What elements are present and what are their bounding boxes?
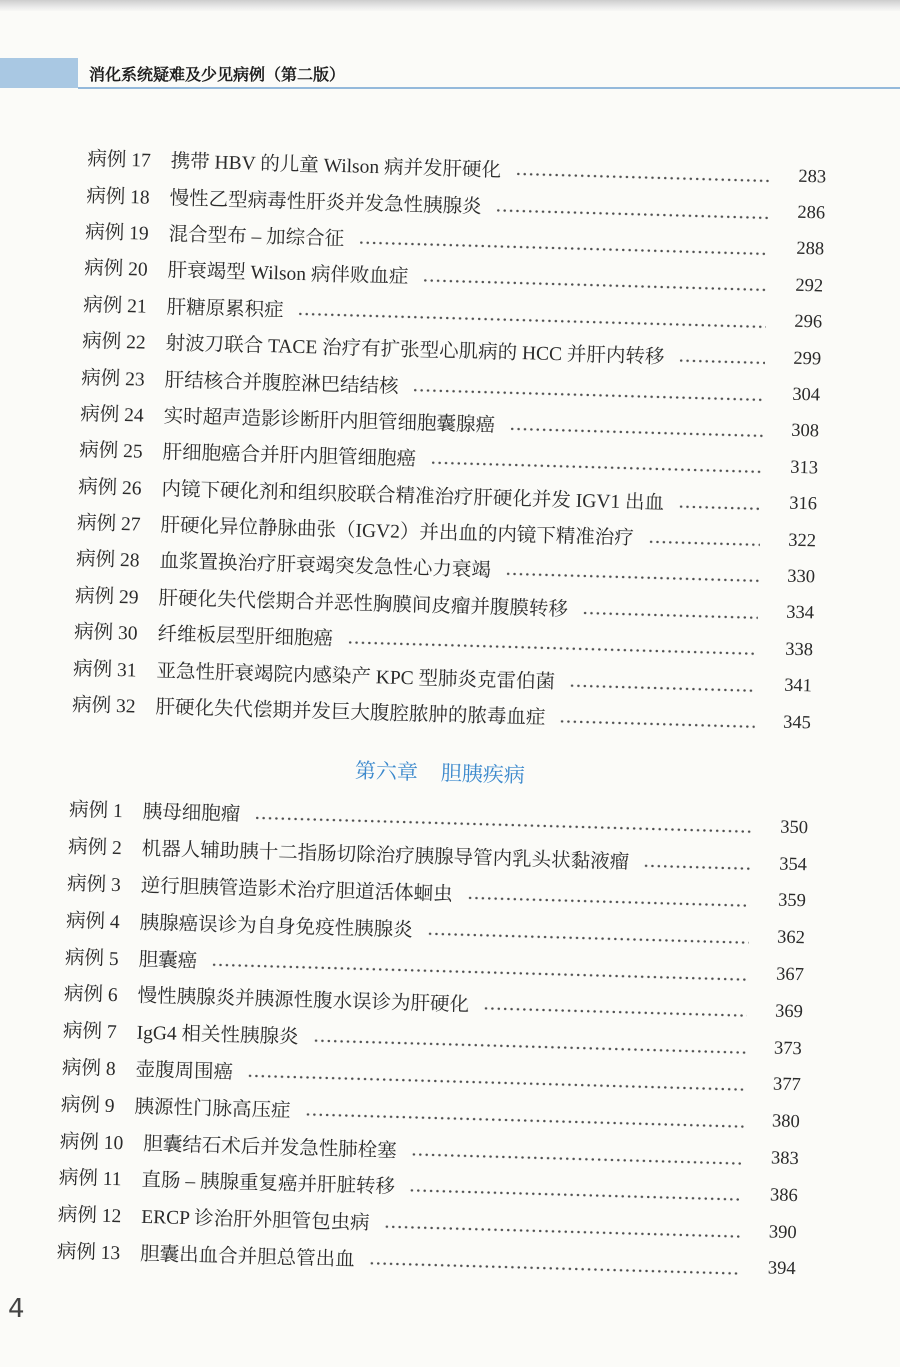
page-number: 316: [789, 493, 818, 515]
case-title: 肝硬化异位静脉曲张（IGV2）并出血的内镜下精准治疗: [160, 515, 635, 550]
page-number: 373: [773, 1038, 803, 1059]
dot-leader: [347, 641, 757, 656]
dot-leader: [426, 931, 748, 944]
case-title: 胰腺癌误诊为自身免疫性胰腺炎: [139, 912, 413, 942]
dot-leader: [422, 279, 767, 293]
case-title: 慢性乙型病毒性肝炎并发急性胰腺炎: [169, 187, 482, 218]
case-label: 病例 29: [74, 585, 139, 609]
page-number: 380: [771, 1111, 801, 1133]
case-label: 病例 20: [84, 258, 148, 282]
page-number: 369: [774, 1001, 804, 1023]
page-number: 283: [798, 166, 827, 188]
case-title: 慢性胰腺炎并胰源性腹水误诊为肝硬化: [137, 986, 470, 1017]
page-number: 292: [795, 275, 824, 297]
page-number: 334: [785, 603, 815, 624]
page-number: 394: [767, 1258, 796, 1280]
case-title: 血浆置换治疗肝衰竭突发急性心力衰竭: [159, 551, 492, 582]
case-label: 病例 24: [79, 403, 144, 427]
dot-leader: [312, 1039, 745, 1055]
dot-leader: [582, 611, 758, 620]
case-label: 病例 11: [58, 1167, 122, 1191]
chapter-title: 胆胰疾病: [440, 761, 526, 788]
chapter-number: 第六章: [354, 758, 419, 785]
case-title: 壶腹周围癌: [135, 1059, 234, 1084]
page-number: 288: [796, 239, 825, 261]
table-of-contents: [44, 130, 846, 1291]
toc-section-chapter-6: [56, 790, 808, 1289]
folio-page-number: 4: [8, 1294, 25, 1324]
case-label: 病例 7: [62, 1020, 117, 1044]
case-label: 病例 17: [87, 149, 152, 172]
case-title: 肝糖原累积症: [166, 296, 284, 322]
case-title: 射波刀联合 TACE 治疗有扩张型心肌病的 HCC 并肝内转移: [165, 333, 665, 369]
case-label: 病例 8: [61, 1057, 116, 1081]
header-rule: [78, 87, 900, 89]
dot-leader: [412, 388, 764, 402]
case-title: 内镜下硬化剂和组织胶联合精准治疗肝硬化并发 IGV1 出血: [161, 478, 665, 514]
dot-leader: [643, 864, 751, 871]
dot-leader: [211, 962, 748, 981]
case-title: 混合型布 – 加综合征: [168, 224, 345, 251]
header-band: [0, 58, 78, 88]
page-number: 299: [793, 348, 822, 370]
case-title: 亚急性肝衰竭院内感染产 KPC 型肺炎克雷伯菌: [156, 660, 556, 693]
case-label: 病例 27: [76, 512, 141, 536]
case-label: 病例 5: [64, 947, 119, 970]
dot-leader: [467, 896, 750, 908]
case-title: 胆囊癌: [138, 949, 198, 972]
case-label: 病例 1: [68, 800, 124, 823]
dot-leader: [483, 1007, 747, 1018]
dot-leader: [369, 1261, 740, 1275]
case-label: 病例 13: [56, 1241, 121, 1265]
case-title: 实时超声造影诊断肝内胆管细胞囊腺癌: [163, 406, 496, 437]
case-title: ERCP 诊治肝外胆管包虫病: [140, 1207, 370, 1235]
dot-leader: [383, 1225, 740, 1239]
page-number: 362: [776, 927, 806, 949]
dot-leader: [515, 172, 770, 183]
case-title: 携带 HBV 的儿童 Wilson 病并发肝硬化: [170, 151, 502, 182]
dot-leader: [648, 540, 760, 547]
case-title: 纤维板层型肝细胞癌: [157, 624, 334, 651]
case-label: 病例 2: [67, 836, 123, 860]
page-number: 377: [772, 1074, 802, 1096]
case-title: 胰母细胞瘤: [142, 802, 241, 826]
dot-leader: [495, 208, 769, 220]
dot-leader: [409, 1189, 742, 1202]
case-title: IgG4 相关性胰腺炎: [136, 1022, 299, 1049]
case-label: 病例 19: [85, 221, 149, 245]
dot-leader: [569, 683, 756, 692]
running-header-title: 消化系统疑难及少见病例（第二版）: [89, 65, 346, 84]
page-number: 341: [783, 675, 813, 697]
page-number: 286: [797, 202, 826, 224]
toc-section-continued: [72, 139, 827, 742]
case-label: 病例 31: [72, 658, 137, 682]
dot-leader: [358, 240, 768, 255]
page-number: 359: [777, 891, 807, 912]
case-label: 病例 32: [71, 694, 136, 718]
case-label: 病例 4: [65, 910, 121, 933]
dot-leader: [430, 461, 762, 474]
dot-leader: [678, 504, 761, 510]
case-label: 病例 3: [66, 873, 122, 897]
page-number: 367: [775, 964, 805, 986]
case-label: 病例 28: [75, 549, 140, 573]
case-title: 肝衰竭型 Wilson 病伴败血症: [167, 260, 409, 289]
case-title: 胆囊出血合并胆总管出血: [139, 1243, 355, 1271]
page-number: 338: [784, 639, 814, 661]
dot-leader: [678, 359, 765, 365]
page-number: 386: [769, 1185, 798, 1207]
page-number: 313: [790, 457, 819, 479]
page-number: 308: [791, 421, 820, 442]
dot-leader: [298, 312, 767, 329]
case-label: 病例 12: [57, 1204, 122, 1228]
case-title: 肝细胞癌合并肝内胆管细胞癌: [162, 442, 417, 471]
page-number: 350: [779, 817, 809, 839]
dot-leader: [505, 572, 759, 583]
case-title: 胆囊结石术后并发急性肺栓塞: [143, 1133, 398, 1162]
page-number: 296: [794, 311, 823, 333]
page-number: 390: [768, 1222, 797, 1243]
case-label: 病例 10: [59, 1131, 124, 1154]
case-title: 肝硬化失代偿期合并恶性胸膜间皮瘤并腹膜转移: [158, 587, 569, 621]
case-title: 机器人辅助胰十二指肠切除治疗胰腺导管内乳头状黏液瘤: [141, 838, 630, 874]
dot-leader: [559, 719, 755, 728]
case-label: 病例 22: [81, 331, 146, 354]
case-label: 病例 23: [80, 367, 145, 391]
dot-leader: [411, 1152, 743, 1165]
page-number: 383: [770, 1148, 800, 1170]
case-label: 病例 30: [73, 622, 138, 645]
case-title: 直肠 – 胰腺重复癌并肝脏转移: [141, 1170, 396, 1199]
case-title: 胰源性门脉高压症: [134, 1096, 291, 1122]
page-number: 345: [782, 712, 812, 733]
dot-leader: [304, 1112, 743, 1128]
case-label: 病例 9: [60, 1094, 115, 1117]
dot-leader: [509, 427, 763, 438]
dot-leader: [247, 1074, 745, 1092]
chapter-heading: [70, 748, 810, 799]
scan-edge: [0, 0, 900, 11]
page-number: 322: [787, 530, 817, 552]
page-number: 354: [778, 854, 808, 875]
case-title: 肝硬化失代偿期并发巨大腹腔脓肿的脓毒血症: [155, 697, 546, 729]
page-number: 330: [786, 566, 816, 588]
case-label: 病例 26: [77, 476, 142, 500]
page-number: 304: [792, 384, 821, 406]
case-label: 病例 6: [63, 983, 118, 1007]
case-label: 病例 18: [86, 185, 151, 209]
case-title: 肝结核合并腹腔淋巴结结核: [164, 369, 399, 398]
case-title: 逆行胆胰管造影术治疗胆道活体蛔虫: [140, 875, 453, 906]
dot-leader: [254, 816, 752, 834]
case-label: 病例 25: [78, 440, 143, 463]
case-label: 病例 21: [83, 294, 147, 318]
